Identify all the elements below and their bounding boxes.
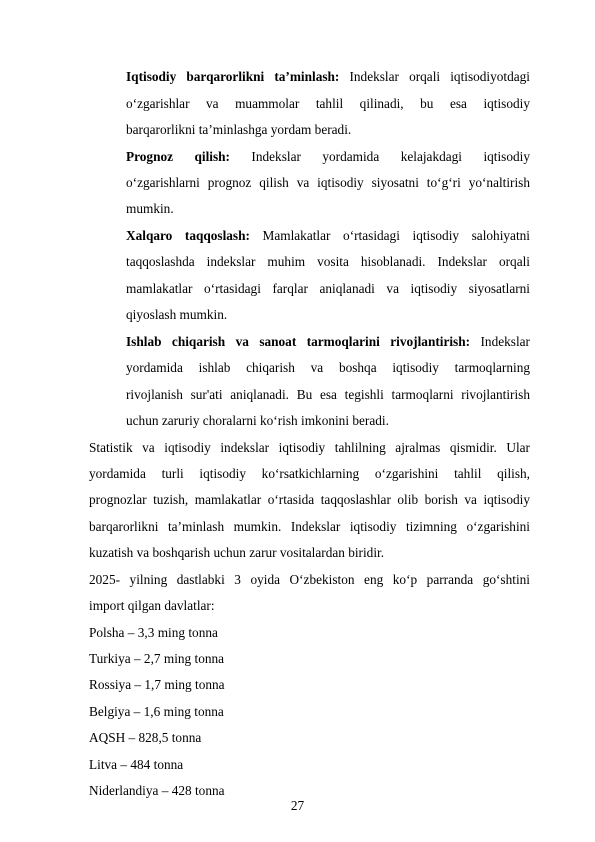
item-4-heading: Ishlab chiqarish va sanoat tarmoqlarini rivojlantirish: [126,334,471,349]
import-intro-line-2: import qilgan davlatlar: [89,598,215,613]
item-2-line-2: o‘zgarishlarni prognoz qilish va iqtisodiy siyosatni to‘g‘ri yo‘naltirish [126,175,530,190]
item-2-text: Indekslar yordamida kelajakdagi iqtisodiy [229,149,530,164]
item-1-line-2: o‘zgarishlar va muammolar tahlil qilinadi, bu esa iqtisodiy [126,96,530,111]
item-2-line-3: mumkin. [126,201,174,216]
item-1-line-1 [126,67,530,87]
item-4-line-1 [126,332,530,352]
item-4-line-2: yordamida ishlab chiqarish va boshqa iqtisodiy tarmoqlarning [126,360,530,375]
item-4-line-3: rivojlanish sur'ati aniqlanadi. Bu esa tegishli tarmoqlarni rivojlantirish [126,387,530,402]
item-4-line-4: uchun zaruriy choralarni ko‘rish imkonini beradi. [126,413,389,428]
summary-line-4: barqarorlikni ta’minlash mumkin. Indekslar iqtisodiy tizimning o‘zgarishini [89,519,530,534]
summary-line-5: kuzatish va boshqarish uchun zarur vositalardan biridir. [89,545,385,560]
import-list-item: Belgiya – 1,6 ming tonna [89,704,224,719]
item-3-text: Mamlakatlar o‘rtasidagi iqtisodiy salohiyatni [249,228,530,243]
summary-line-1: Statistik va iqtisodiy indekslar iqtisodiy tahlilning ajralmas qismidir. Ular [89,440,530,455]
import-list-item: AQSH – 828,5 tonna [89,730,202,745]
import-list-item: Rossiya – 1,7 ming tonna [89,677,225,692]
item-2-line-1 [126,147,530,167]
import-list-item: Niderlandiya – 428 tonna [89,783,225,798]
summary-line-3: prognozlar tuzish, mamlakatlar o‘rtasida taqqoslashlar olib borish va iqtisodiy [89,492,530,507]
item-4-text: Indekslar [470,334,530,349]
import-intro-line-1: 2025- yilning dastlabki 3 oyida O‘zbekiston eng ko‘p parranda go‘shtini [89,572,530,587]
import-list-item: Turkiya – 2,7 ming tonna [89,651,225,666]
item-3-line-2: taqqoslashda indekslar muhim vosita hisoblanadi. Indekslar orqali [126,254,530,269]
item-3-heading: Xalqaro taqqoslash: [126,228,250,243]
item-1-heading: Iqtisodiy barqarorlikni ta’minlash: [126,69,340,84]
summary-line-2: yordamida turli iqtisodiy ko‘rsatkichlarning o‘zgarishini tahlil qilish, [89,466,530,481]
item-1-line-3: barqarorlikni ta’minlashga yordam beradi. [126,122,352,137]
item-3-line-1 [126,226,530,246]
item-3-line-3: mamlakatlar o‘rtasidagi farqlar aniqlanadi va iqtisodiy siyosatlarni [126,281,530,296]
item-3-line-4: qiyoslash mumkin. [126,307,228,322]
item-1-text: Indekslar orqali iqtisodiyotdagi [339,69,530,84]
import-list-item: Polsha – 3,3 ming tonna [89,625,218,640]
import-list-item: Litva – 484 tonna [89,757,184,772]
item-2-heading: Prognoz qilish: [126,149,230,164]
page-number: 27 [290,798,305,813]
